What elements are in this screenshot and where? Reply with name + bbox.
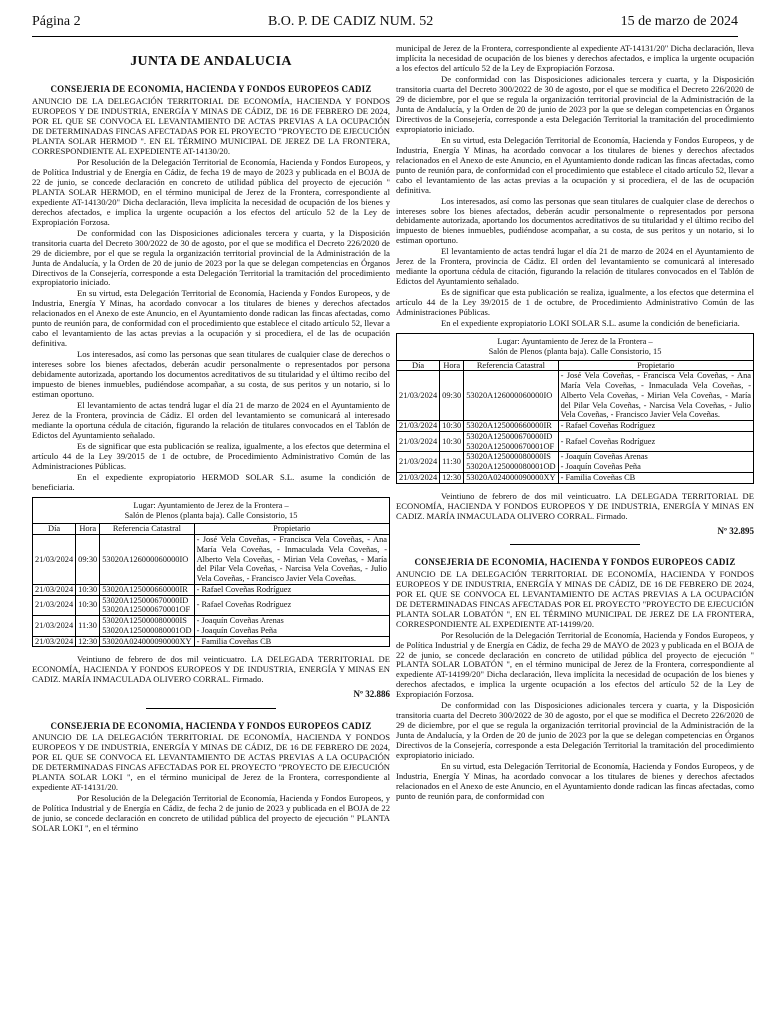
announcement-number: Nº 32.886 — [353, 689, 390, 700]
table-cell-ref: 53020A125000670000ID 53020A125000670001OF — [100, 595, 194, 616]
paragraph: Es de significar que esta publicación se realiza, igualmente, a los efectos que determina el artículo 44 de la Ley 39/2015 de 1 de octubre, de Procedimiento Administrativo Común de las Administraciones Públicas. — [32, 440, 390, 471]
table-header-cell: Referencia Catastral — [100, 524, 194, 535]
table-header-row — [397, 360, 754, 371]
table-header-cell: Hora — [440, 360, 464, 371]
table-cell-dia: 21/03/2024 — [397, 371, 440, 421]
paragraph: De conformidad con las Disposiciones adicionales tercera y cuarta, y la Disposición transitoria cuarta del Decreto 300/2022 de 30 de agosto, por el que se modifica el Decreto 226/2020 de 29 de diciembre, por el que se regula la organización territorial provincial de la Administración de la Junta de Andalucía, y la Orden de 20 de junio de 2023 por la que se delegan competencias en Órganos Directivos de la Consejería, corresponde a esta Delegación Territorial la tramitación del procedimiento expropiatorio iniciado. — [396, 73, 754, 134]
table-caption-line: Lugar: Ayuntamiento de Jerez de la Frontera – — [497, 337, 653, 347]
table-cell-ref: 53020A125000080000IS 53020A125000080001OD — [100, 616, 194, 637]
anuncio-title: ANUNCIO DE LA DELEGACIÓN TERRITORIAL DE ECONOMÍA, HACIENDA Y FONDOS EUROPEOS Y DE INDUSTRIA, ENERGÍA Y MINAS DE CÁDIZ, DE 16 DE FEBRERO DE 2024, POR EL QUE SE CONVOCA EL LEVANTAMIENTO DE ACTAS PREVIAS A LA OCUPACIÓN DE DETERMINADAS FINCAS AFECTADAS POR EL PROYECTO "PROYECTO DE EJECUCIÓN PLANTA SOLAR HERMOD ". EN EL TÉRMINO MUNICIPAL DE JEREZ DE LA FRONTERA, CORRESPONDIENTE AL EXPEDIENTE AT-14130/20. — [32, 96, 390, 156]
table-row — [33, 595, 390, 616]
separator — [146, 708, 276, 709]
page-header — [32, 14, 738, 34]
table-header-cell: Hora — [76, 524, 100, 535]
table-header-cell: Día — [397, 360, 440, 371]
paragraph: De conformidad con las Disposiciones adicionales tercera y cuarta, y la Disposición transitoria cuarta del Decreto 300/2022 de 30 de agosto, por el que se modifica el Decreto 226/2020 de 29 de diciembre, por el que se regula la organización territorial provincial de la Administración de la Junta de Andalucía, y la Orden de 20 de junio de 2023 por la que se delegan competencias en Órganos Directivos de la Consejería, corresponde a esta Delegación Territorial la tramitación del procedimiento expropiatorio iniciado. — [396, 700, 754, 761]
announcement-number: Nº 32.895 — [717, 525, 754, 536]
table-header-cell: Propietario — [194, 524, 389, 535]
paragraph: Por Resolución de la Delegación Territorial de Economía, Hacienda y Fondos Europeos, y de Política Industrial y de Energía en Cádiz, de fecha 2 de junio de 2023 y publicada en el BOJA de 22 de junio, se concede declaración en concreto de utilidad pública del proyecto de ejecución " PLANTA SOLAR LOKI ", en el término — [32, 793, 390, 834]
table-row — [397, 472, 754, 483]
table-cell-hora: 12:30 — [440, 472, 464, 483]
table-cell-ref: 53020A126000060000IO — [100, 535, 194, 585]
paragraph: Es de significar que esta publicación se realiza, igualmente, a los efectos que determina el artículo 44 de la Ley 39/2015 de 1 de octubre, de Procedimiento Administrativo Común de las Administraciones Públicas. — [396, 287, 754, 318]
table-cell-ref: 53020A125000660000IR — [464, 421, 558, 432]
table-cell-hora: 10:30 — [76, 584, 100, 595]
bulletin-title: B.O. P. DE CADIZ NUM. 52 — [267, 14, 434, 29]
table-row — [397, 371, 754, 421]
table-cell-dia: 21/03/2024 — [33, 636, 76, 647]
consejeria-heading: CONSEJERIA DE ECONOMIA, HACIENDA Y FONDOS EUROPEOS CADIZ — [50, 720, 372, 731]
table-cell-dia: 21/03/2024 — [397, 472, 440, 483]
table-cell-prop: - José Vela Coveñas, - Francisca Vela Coveñas, - Ana María Vela Coveñas, - Inmaculada Vela Coveñas, - Alberto Vela Coveñas, - Mirian Vela Coveñas, - María del Pilar Vela Coveñas, - Narcisa Vela Coveñas, - Julio Vela Coveñas, - Francisco Javier Vela Coveñas. — [194, 535, 389, 585]
table-cell-hora: 11:30 — [440, 452, 464, 473]
table-cell-prop: - Rafael Coveñas Rodríguez — [558, 421, 753, 432]
table-cell-dia: 21/03/2024 — [397, 452, 440, 473]
table-header-cell: Propietario — [558, 360, 753, 371]
table-cell-dia: 21/03/2024 — [33, 584, 76, 595]
table-caption-line: Salón de Plenos (planta baja). Calle Consistorio, 15 — [488, 346, 662, 356]
table-row — [33, 535, 390, 585]
paragraph: municipal de Jerez de la Frontera, correspondiente al expediente AT-14131/20" Dicha declaración, lleva implícita la necesidad de ocupación de los bienes y derechos afectados, e implica la urgente ocupación a los efectos del artículo 52 de la Ley de Expropiación Forzosa. — [396, 43, 754, 73]
table-cell-hora: 12:30 — [76, 636, 100, 647]
table-cell-prop: - Rafael Coveñas Rodríguez — [194, 595, 389, 616]
table-cell-dia: 21/03/2024 — [397, 421, 440, 432]
table-row — [33, 616, 390, 637]
table-cell-ref: 53020A125000660000IR — [100, 584, 194, 595]
paragraph: Por Resolución de la Delegación Territorial de Economía, Hacienda y Fondos Europeos, y de Política Industrial y de Energía en Cádiz, de fecha 19 de mayo de 2023 y publicada en el BOJA de 22 de junio, se concede declaración en concreto de utilidad pública del proyecto de ejecución " PLANTA SOLAR HERMOD, en el término municipal de Jerez de la Frontera, correspondiente al expediente AT-14130/20" Dicha declaración, lleva implícita la necesidad de ocupación de los bienes y derechos afectados, e implica la urgente ocupación a los efectos del artículo 52 de la Ley de Expropiación Forzosa. — [32, 156, 390, 227]
table-cell-prop: - Familia Coveñas CB — [558, 472, 753, 483]
paragraph: Los interesados, así como las personas que sean titulares de cualquier clase de derechos o intereses sobre los bienes afectados, deberán acudir personalmente o representados por persona debidamente autorizada, aportando los documentos acreditativos de su titularidad y el último recibo del impuesto de bienes inmuebles, pudiéndose acompañar, a su costa, de sus peritos y un notario, si lo estiman oportuno. — [396, 195, 754, 246]
table-header-cell: Referencia Catastral — [464, 360, 558, 371]
citation-table — [396, 333, 754, 484]
paragraph: En su virtud, esta Delegación Territorial de Economía, Hacienda y Fondos Europeos, y de Industria, Energía Y Minas, ha acordado convocar a los titulares de bienes y derechos afectados relacionados en el Anexo de este Anuncio, en el Ayuntamiento donde radican las fincas afectadas, como punto de reunión para, de conformidad con el procedimiento que establece el citado artículo 52, llevar a cabo el levantamiento de las actas previas a la ocupación y si procediera, el de las de ocupación definitiva. — [32, 288, 390, 349]
table-row — [397, 421, 754, 432]
table-row — [33, 584, 390, 595]
table-cell-ref: 53020A126000060000IO — [464, 371, 558, 421]
consejeria-heading: CONSEJERIA DE ECONOMIA, HACIENDA Y FONDOS EUROPEOS CADIZ — [414, 556, 736, 567]
right-column — [396, 44, 754, 803]
paragraph: El levantamiento de actas tendrá lugar el día 21 de marzo de 2024 en el Ayuntamiento de Jerez de la Frontera, provincia de Cádiz. El orden del levantamiento se comunicará al interesado mediante la oportuna cédula de citación, figurando la relación de titulares convocados en el Tablón de Edictos del Ayuntamiento señalado. — [396, 246, 754, 287]
table-cell-ref: 53020A125000670000ID 53020A125000670001OF — [464, 431, 558, 452]
table-cell-hora: 10:30 — [440, 431, 464, 452]
table-cell-dia: 21/03/2024 — [33, 595, 76, 616]
table-cell-dia: 21/03/2024 — [33, 535, 76, 585]
closing-paragraph: Veintiuno de febrero de dos mil veinticuatro. LA DELEGADA TERRITORIAL DE ECONOMÍA, HACIENDA Y FONDOS EUROPEOS Y DE INDUSTRIA, ENERGÍA Y MINAS EN CADIZ. MARÍA INMACULADA OLIVERO CORRAL. Firmado. — [396, 490, 754, 521]
anuncio-title: ANUNCIO DE LA DELEGACIÓN TERRITORIAL DE ECONOMÍA, HACIENDA Y FONDOS EUROPEOS Y DE INDUSTRIA, ENERGÍA Y MINAS DE CÁDIZ, DE 16 DE FEBRERO DE 2024, POR EL QUE SE CONVOCA EL LEVANTAMIENTO DE ACTAS PREVIAS A LA OCUPACIÓN DE DETERMINADAS FINCAS AFECTADAS POR EL PROYECTO "PROYECTO DE EJECUCIÓN PLANTA SOLAR LOKI ", en el término municipal de Jerez de la Frontera, correspondiente al expediente AT-14131/20. — [32, 732, 390, 793]
anuncio-title: ANUNCIO DE LA DELEGACIÓN TERRITORIAL DE ECONOMÍA, HACIENDA Y FONDOS EUROPEOS Y DE INDUSTRIA, ENERGÍA Y MINAS DE CÁDIZ, DE 16 DE FEBRERO DE 2024, POR EL QUE SE CONVOCA EL LEVANTAMIENTO DE ACTAS PREVIAS A LA OCUPACIÓN DE DETERMINADAS FINCAS AFECTADAS POR EL PROYECTO "PROYECTO DE EJECUCIÓN PLANTA SOLAR LOBATÓN ", EN EL TÉRMINO MUNICIPAL DE JEREZ DE LA FRONTERA, CORRESPONDIENTE AL EXPEDIENTE AT-14199/20. — [396, 568, 754, 629]
bulletin-date: 15 de marzo de 2024 — [620, 14, 738, 29]
table-cell-prop: - José Vela Coveñas, - Francisca Vela Coveñas, - Ana María Vela Coveñas, - Inmaculada Vela Coveñas, - Alberto Vela Coveñas, - Mirian Vela Coveñas, - María del Pilar Vela Coveñas, - Narcisa Vela Coveñas, - Julio Vela Coveñas, - Francisco Javier Vela Coveñas. — [558, 371, 753, 421]
table-cell-ref: 53020A024000090000XY — [100, 636, 194, 647]
table-cell-hora: 10:30 — [440, 421, 464, 432]
table-header-row — [33, 524, 390, 535]
paragraph: Por Resolución de la Delegación Territorial de Economía, Hacienda y Fondos Europeos, y de Política Industrial y de Energía en Cádiz, de fecha 29 de MAYO de 2023 y publicada en el BOJA de 22 de junio, se concede declaración en concreto de utilidad pública del proyecto de ejecución " PLANTA SOLAR LOBATÓN ", en el término municipal de Jerez de la Frontera, correspondiente al expediente AT-14199/20" Dicha declaración, lleva implícita la necesidad de ocupación de los bienes y derechos afectados, e implica la urgente ocupación a los efectos del artículo 52 de la Ley de Expropiación Forzosa. — [396, 629, 754, 700]
table-cell-prop: - Rafael Coveñas Rodríguez — [558, 431, 753, 452]
separator — [510, 544, 640, 545]
table-cell-dia: 21/03/2024 — [397, 431, 440, 452]
paragraph: En su virtud, esta Delegación Territorial de Economía, Hacienda y Fondos Europeos, y de Industria, Energía Y Minas, ha acordado convocar a los titulares de bienes y derechos afectados relacionados en el Anexo de este Anuncio, en el Ayuntamiento donde radican las fincas afectadas, como punto de reunión para, de conformidad con — [396, 761, 754, 802]
table-cell-hora: 11:30 — [76, 616, 100, 637]
paragraph: En el expediente expropiatorio HERMOD SOLAR S.L. asume la condición de beneficiaria. — [32, 471, 390, 492]
paragraph: En su virtud, esta Delegación Territorial de Economía, Hacienda y Fondos Europeos, y de Industria, Energía Y Minas, ha acordado convocar a los titulares de bienes y derechos afectados relacionados en el Anexo de este Anuncio, en el Ayuntamiento donde radican las fincas afectadas, como punto de reunión para, de conformidad con el procedimiento que establece el citado artículo 52, llevar a cabo el levantamiento de las actas previas a la ocupación y si procediera, el de las de ocupación definitiva. — [396, 134, 754, 195]
closing-paragraph: Veintiuno de febrero de dos mil veinticuatro. LA DELEGADA TERRITORIAL DE ECONOMÍA, HACIENDA Y FONDOS EUROPEOS Y DE INDUSTRIA, ENERGÍA Y MINAS EN CADIZ. MARÍA INMACULADA OLIVERO CORRAL. Firmado. — [32, 654, 390, 685]
table-row — [33, 636, 390, 647]
table-caption — [396, 333, 754, 360]
table-caption — [32, 497, 390, 524]
citation-table — [32, 497, 390, 648]
table-cell-ref: 53020A024000090000XY — [464, 472, 558, 483]
table-header-cell: Día — [33, 524, 76, 535]
table-row — [397, 431, 754, 452]
table-caption-line: Lugar: Ayuntamiento de Jerez de la Frontera – — [133, 500, 289, 510]
table-cell-ref: 53020A125000080000IS 53020A125000080001OD — [464, 452, 558, 473]
junta-heading: JUNTA DE ANDALUCIA — [130, 54, 292, 69]
table-cell-hora: 09:30 — [440, 371, 464, 421]
table-cell-prop: - Familia Coveñas CB — [194, 636, 389, 647]
header-rule — [32, 36, 738, 37]
table-cell-hora: 10:30 — [76, 595, 100, 616]
table-caption-line: Salón de Plenos (planta baja). Calle Consistorio, 15 — [124, 510, 298, 520]
table-cell-prop: - Joaquín Coveñas Arenas - Joaquín Coveñas Peña — [194, 616, 389, 637]
consejeria-heading: CONSEJERIA DE ECONOMIA, HACIENDA Y FONDOS EUROPEOS CADIZ — [50, 84, 372, 95]
table-cell-prop: - Joaquín Coveñas Arenas - Joaquín Coveñas Peña — [558, 452, 753, 473]
table-cell-prop: - Rafael Coveñas Rodríguez — [194, 584, 389, 595]
paragraph: Los interesados, así como las personas que sean titulares de cualquier clase de derechos o intereses sobre los bienes afectados, deberán acudir personalmente o representados por persona debidamente autorizada, aportando los documentos acreditativos de su titularidad y el último recibo del impuesto de bienes inmuebles, pudiéndose acompañar, a su costa, de sus peritos y un notario, si lo estiman oportuno. — [32, 349, 390, 400]
paragraph: En el expediente expropiatorio LOKI SOLAR S.L. asume la condición de beneficiaria. — [441, 318, 740, 329]
left-column — [32, 44, 390, 835]
paragraph: De conformidad con las Disposiciones adicionales tercera y cuarta, y la Disposición transitoria cuarta del Decreto 300/2022 de 30 de agosto, por el que se modifica el Decreto 226/2020 de 29 de diciembre, por el que se regula la organización territorial provincial de la Administración de la Junta de Andalucía, y la Orden de 20 de junio de 2023 por la que se delegan competencias en Órganos Directivos de la Consejería, corresponde a esta Delegación Territorial la tramitación del procedimiento expropiatorio iniciado. — [32, 227, 390, 288]
paragraph: El levantamiento de actas tendrá lugar el día 21 de marzo de 2024 en el Ayuntamiento de Jerez de la Frontera, provincia de Cádiz. El orden del levantamiento se comunicará al interesado mediante la oportuna cédula de citación, figurando la relación de titulares convocados en el Tablón de Edictos del Ayuntamiento señalado. — [32, 400, 390, 440]
page-number: Página 2 — [32, 14, 81, 29]
table-cell-hora: 09:30 — [76, 535, 100, 585]
table-row — [397, 452, 754, 473]
table-cell-dia: 21/03/2024 — [33, 616, 76, 637]
